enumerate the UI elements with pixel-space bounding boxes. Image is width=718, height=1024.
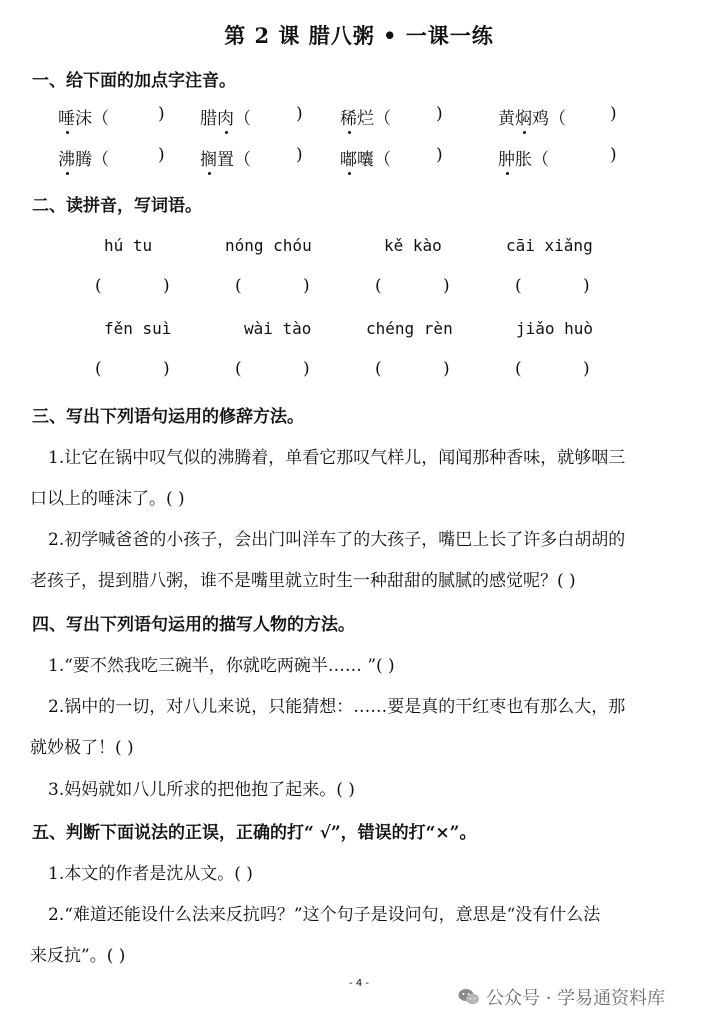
answer-blank-close: ) bbox=[436, 145, 443, 165]
dotted-character: 肿 bbox=[498, 150, 515, 170]
answer-blank: ( bbox=[235, 359, 242, 379]
dotted-character: 肉 bbox=[217, 109, 234, 129]
answer-blank-close: ) bbox=[158, 104, 165, 124]
word-suffix: 烂（ bbox=[357, 109, 391, 129]
pinyin-word-item bbox=[58, 104, 109, 129]
pinyin-5: fěn suì bbox=[104, 319, 172, 338]
pinyin-3: kě kào bbox=[384, 236, 442, 255]
word-suffix: 鸡（ bbox=[532, 109, 566, 129]
word-suffix: 置（ bbox=[217, 150, 251, 170]
answer-blank-close: ) bbox=[610, 145, 617, 165]
answer-blank: ( bbox=[375, 359, 382, 379]
answer-blank: ( bbox=[515, 276, 522, 296]
answer-blank-close: ) bbox=[303, 359, 310, 379]
word-suffix: 沫（ bbox=[75, 109, 109, 129]
word-suffix: 胀（ bbox=[515, 150, 549, 170]
question-line: 1.本文的作者是沈从文。( ) bbox=[48, 864, 253, 884]
section3-heading: 三、写出下列语句运用的修辞方法。 bbox=[32, 407, 304, 427]
section2-heading: 二、读拼音，写词语。 bbox=[32, 196, 202, 216]
pinyin-4: cāi xiǎng bbox=[506, 236, 593, 255]
answer-blank-close: ) bbox=[296, 145, 303, 165]
pinyin-2: nóng chóu bbox=[225, 236, 312, 255]
dotted-character: 唾 bbox=[58, 109, 75, 129]
wechat-icon bbox=[458, 988, 480, 1011]
watermark-text: 公众号 · 学易通资料库 bbox=[486, 988, 666, 1009]
dotted-character: 搁 bbox=[200, 150, 217, 170]
dotted-character: 焖 bbox=[515, 109, 532, 129]
answer-blank-close: ) bbox=[583, 276, 590, 296]
question-line: 1.“要不然我吃三碗半，你就吃两碗半…… ”( ) bbox=[48, 656, 395, 676]
word-suffix: 腾（ bbox=[75, 150, 109, 170]
answer-blank-close: ) bbox=[443, 359, 450, 379]
pinyin-word-item bbox=[498, 104, 566, 129]
pinyin-word-item bbox=[498, 145, 549, 170]
answer-blank-close: ) bbox=[158, 145, 165, 165]
pinyin-6: wài tào bbox=[244, 319, 312, 338]
page-title: 第 2 课 腊八粥 • 一课一练 bbox=[224, 23, 494, 48]
pinyin-word-item bbox=[340, 104, 391, 129]
section1-heading: 一、给下面的加点字注音。 bbox=[32, 71, 236, 91]
answer-blank: ( bbox=[95, 276, 102, 296]
dotted-character: 稀 bbox=[340, 109, 357, 129]
answer-blank-close: ) bbox=[583, 359, 590, 379]
pinyin-7: chéng rèn bbox=[366, 319, 453, 338]
pinyin-word-item bbox=[340, 145, 391, 170]
answer-blank-close: ) bbox=[610, 104, 617, 124]
question-line: 3.妈妈就如八儿所求的把他抱了起来。( ) bbox=[48, 780, 355, 800]
question-line: 2.“难道还能设什么法来反抗吗？”这个句子是设问句，意思是“没有什么法 bbox=[48, 905, 601, 925]
word-prefix: 腊 bbox=[200, 109, 217, 129]
question-line: 口以上的唾沫了。( ) bbox=[30, 489, 185, 509]
pinyin-word-item bbox=[58, 145, 109, 170]
question-line: 1.让它在锅中叹气似的沸腾着，单看它那叹气样儿，闻闻那种香味，就够咽三 bbox=[48, 448, 626, 468]
word-suffix: 囔（ bbox=[357, 150, 391, 170]
pinyin-word-item bbox=[200, 145, 251, 170]
watermark bbox=[458, 984, 665, 1011]
question-line: 就妙极了！( ) bbox=[30, 738, 134, 758]
pinyin-8: jiǎo huò bbox=[516, 319, 594, 338]
answer-blank-close: ) bbox=[443, 276, 450, 296]
question-line: 2.初学喊爸爸的小孩子，会出门叫洋车了的大孩子，嘴巴上长了许多白胡胡的 bbox=[48, 530, 626, 550]
answer-blank-close: ) bbox=[303, 276, 310, 296]
pinyin-word-item bbox=[200, 104, 251, 129]
answer-blank: ( bbox=[375, 276, 382, 296]
answer-blank-close: ) bbox=[436, 104, 443, 124]
question-line: 老孩子，提到腊八粥，谁不是嘴里就立时生一种甜甜的腻腻的感觉呢？( ) bbox=[30, 571, 576, 591]
word-prefix: 黄 bbox=[498, 109, 515, 129]
answer-blank: ( bbox=[515, 359, 522, 379]
dotted-character: 嘟 bbox=[340, 150, 357, 170]
answer-blank-close: ) bbox=[163, 359, 170, 379]
answer-blank: ( bbox=[235, 276, 242, 296]
question-line: 2.锅中的一切，对八儿来说，只能猜想：……要是真的干红枣也有那么大，那 bbox=[48, 697, 626, 717]
word-suffix: （ bbox=[234, 109, 251, 129]
pinyin-1: hú tu bbox=[104, 236, 153, 255]
section4-heading: 四、写出下列语句运用的描写人物的方法。 bbox=[32, 615, 355, 635]
dotted-character: 沸 bbox=[58, 150, 75, 170]
answer-blank-close: ) bbox=[296, 104, 303, 124]
question-line: 来反抗”。( ) bbox=[30, 946, 126, 966]
answer-blank-close: ) bbox=[163, 276, 170, 296]
section5-heading: 五、判断下面说法的正误，正确的打“ √”，错误的打“×”。 bbox=[32, 823, 477, 843]
page-number: - 4 - bbox=[349, 978, 369, 989]
answer-blank: ( bbox=[95, 359, 102, 379]
